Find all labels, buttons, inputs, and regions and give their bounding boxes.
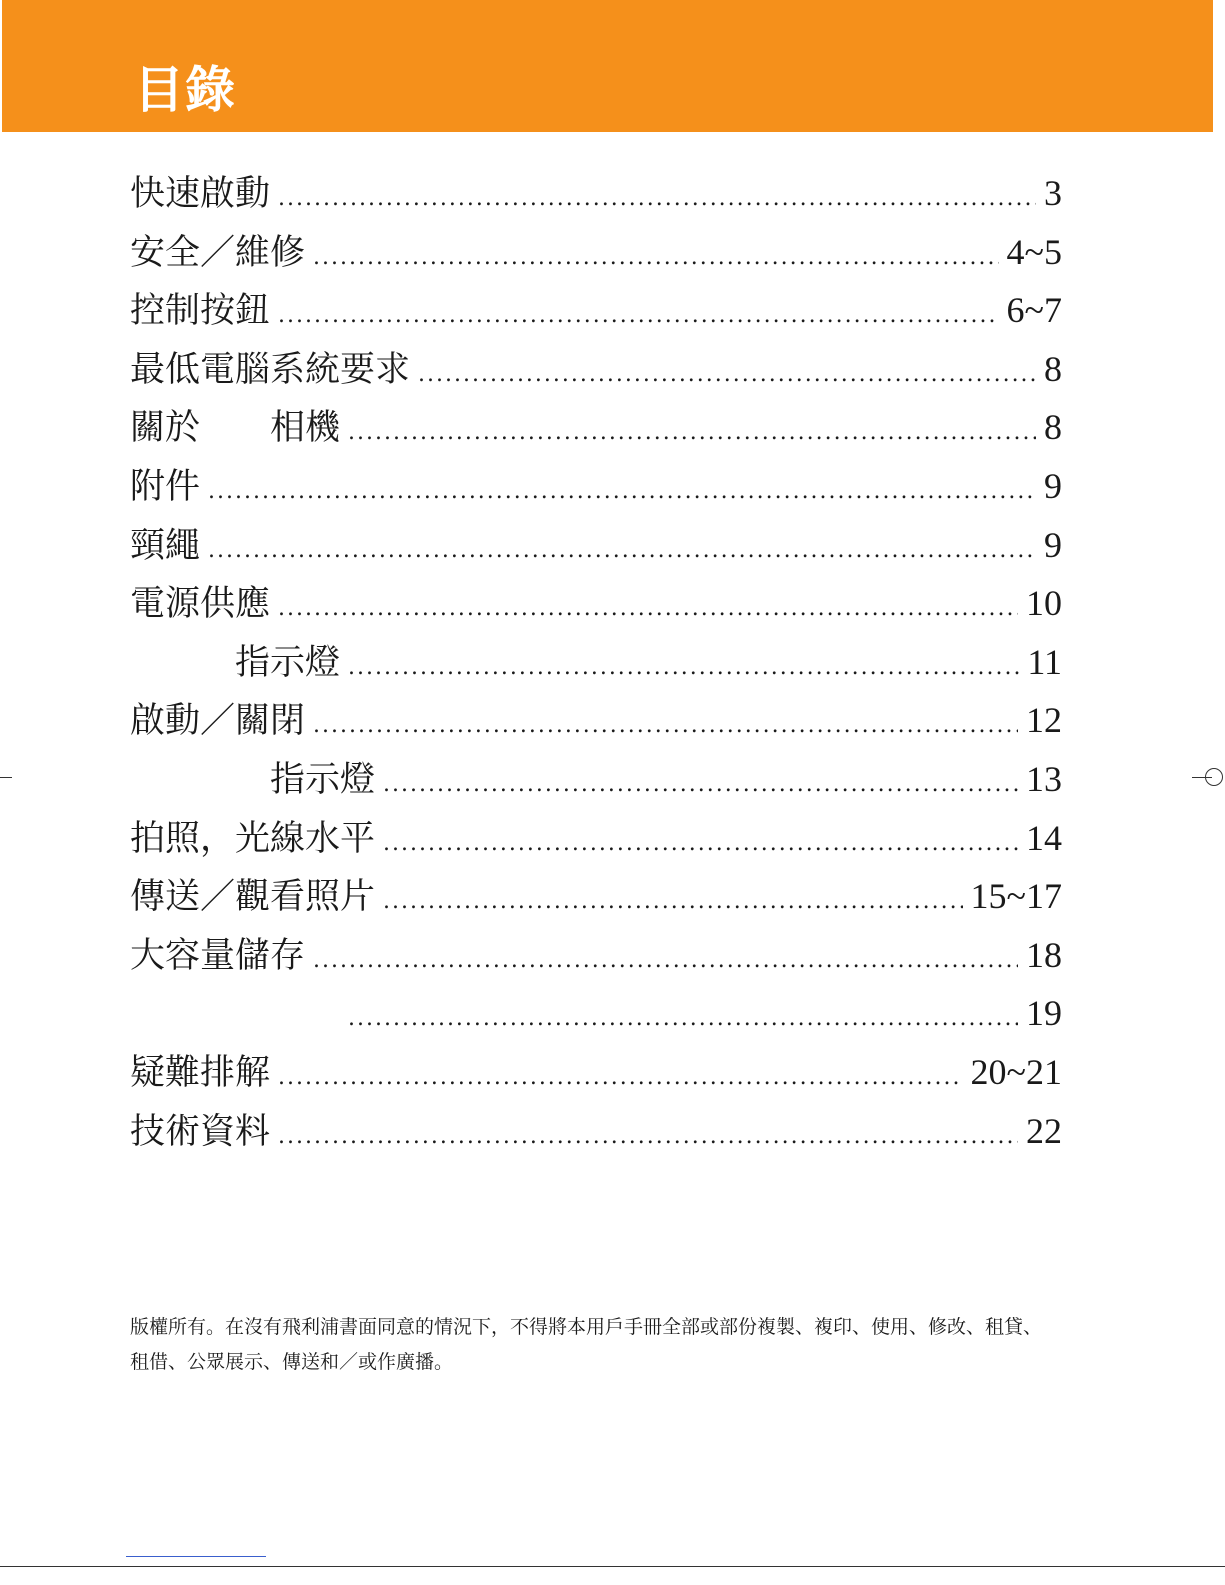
copyright-line-1: 版權所有。在沒有飛利浦書面同意的情況下，不得將本用戶手冊全部或部份複製、複印、使用、修改、租貸、	[130, 1316, 1043, 1338]
toc-leader-dots	[383, 873, 963, 925]
toc-entry[interactable]	[130, 809, 1062, 867]
toc-entry-page: 4~5	[1006, 231, 1062, 272]
toc-entry[interactable]	[130, 281, 1062, 339]
toc-entry-title: 控制按鈕	[130, 291, 271, 332]
toc-entry-page: 20~21	[970, 1052, 1062, 1092]
toc-leader-dots	[383, 815, 1018, 867]
toc-entry-page: 18	[1026, 934, 1062, 975]
toc-entry-page: 11	[1027, 641, 1062, 682]
toc-entry-page: 13	[1026, 759, 1062, 799]
toc-entry-title	[130, 985, 340, 1042]
toc-entry[interactable]	[130, 398, 1062, 456]
toc-entry[interactable]	[130, 984, 1062, 1042]
toc-entry[interactable]	[130, 574, 1062, 632]
toc-leader-dots	[278, 580, 1018, 632]
toc-entry[interactable]	[130, 516, 1062, 574]
toc-entry[interactable]	[130, 633, 1062, 691]
toc-entry-page: 6~7	[1006, 290, 1062, 331]
toc-entry[interactable]	[130, 164, 1062, 222]
toc-leader-dots	[348, 639, 1019, 691]
crop-mark-left	[0, 777, 12, 778]
toc-entry-title: 指示燈	[130, 760, 376, 800]
toc-entry-title: 技術資料	[130, 1111, 271, 1152]
toc-entry-title: 大容量儲存	[130, 935, 306, 976]
toc-entry-title: 拍照，光線水平	[130, 818, 376, 859]
toc-entry-title: 啟動／關閉	[130, 701, 306, 742]
toc-leader-dots	[313, 229, 999, 281]
toc-leader-dots	[278, 1108, 1018, 1160]
bottom-accent-line	[126, 1556, 266, 1557]
toc-entry-page: 3	[1044, 173, 1062, 213]
toc-entry-title: 傳送／觀看照片	[130, 877, 376, 918]
toc-entry[interactable]	[130, 1043, 1062, 1101]
toc-entry[interactable]	[130, 750, 1062, 808]
toc-entry-page: 8	[1044, 407, 1062, 448]
toc-entry[interactable]	[130, 340, 1062, 398]
toc-entry-page: 19	[1026, 993, 1062, 1034]
copyright-line-2: 租借、公眾展示、傳送和／或作廣播。	[130, 1351, 454, 1373]
toc-entry[interactable]	[130, 691, 1062, 749]
toc-entry-page: 15~17	[970, 876, 1062, 917]
toc-entry-title: 最低電腦系統要求	[130, 349, 411, 390]
toc-leader-dots	[348, 990, 1018, 1042]
bottom-trim-line	[0, 1566, 1225, 1567]
toc-leader-dots	[278, 170, 1036, 222]
toc-leader-dots	[208, 522, 1036, 574]
toc-entry-page: 12	[1026, 700, 1062, 741]
toc-entry-title: 關於 相機	[130, 408, 341, 449]
toc-leader-dots	[278, 1049, 963, 1101]
toc-entry-page: 10	[1026, 583, 1062, 624]
toc-leader-dots	[313, 697, 1018, 749]
toc-entry-title: 指示燈	[130, 642, 341, 683]
toc-entry-title: 附件	[130, 467, 201, 507]
toc-leader-dots	[208, 463, 1036, 515]
toc-entry-title: 安全／維修	[130, 232, 306, 273]
toc-entry[interactable]	[130, 867, 1062, 925]
toc-entry-title: 快速啟動	[130, 174, 271, 214]
toc-entry[interactable]	[130, 223, 1062, 281]
toc-leader-dots	[348, 404, 1036, 456]
toc-entry-page: 9	[1044, 466, 1062, 506]
toc-entry-title: 頸繩	[130, 525, 201, 566]
toc-leader-dots	[418, 346, 1036, 398]
toc-entry-page: 14	[1026, 817, 1062, 858]
toc-entry-title: 疑難排解	[130, 1053, 271, 1093]
page-title: 目錄	[134, 61, 236, 119]
toc-entry-page: 8	[1044, 348, 1062, 389]
toc-entry-page: 22	[1026, 1110, 1062, 1151]
toc-entry-page: 9	[1044, 524, 1062, 565]
toc-entry-title: 電源供應	[130, 584, 271, 625]
toc-entry[interactable]	[130, 457, 1062, 515]
toc-entry[interactable]	[130, 1102, 1062, 1160]
toc-leader-dots	[278, 287, 999, 339]
toc-entry[interactable]	[130, 926, 1062, 984]
toc-leader-dots	[313, 932, 1018, 984]
copyright-notice	[130, 1310, 1080, 1380]
toc-leader-dots	[383, 756, 1018, 808]
registration-mark-icon	[1205, 768, 1223, 786]
